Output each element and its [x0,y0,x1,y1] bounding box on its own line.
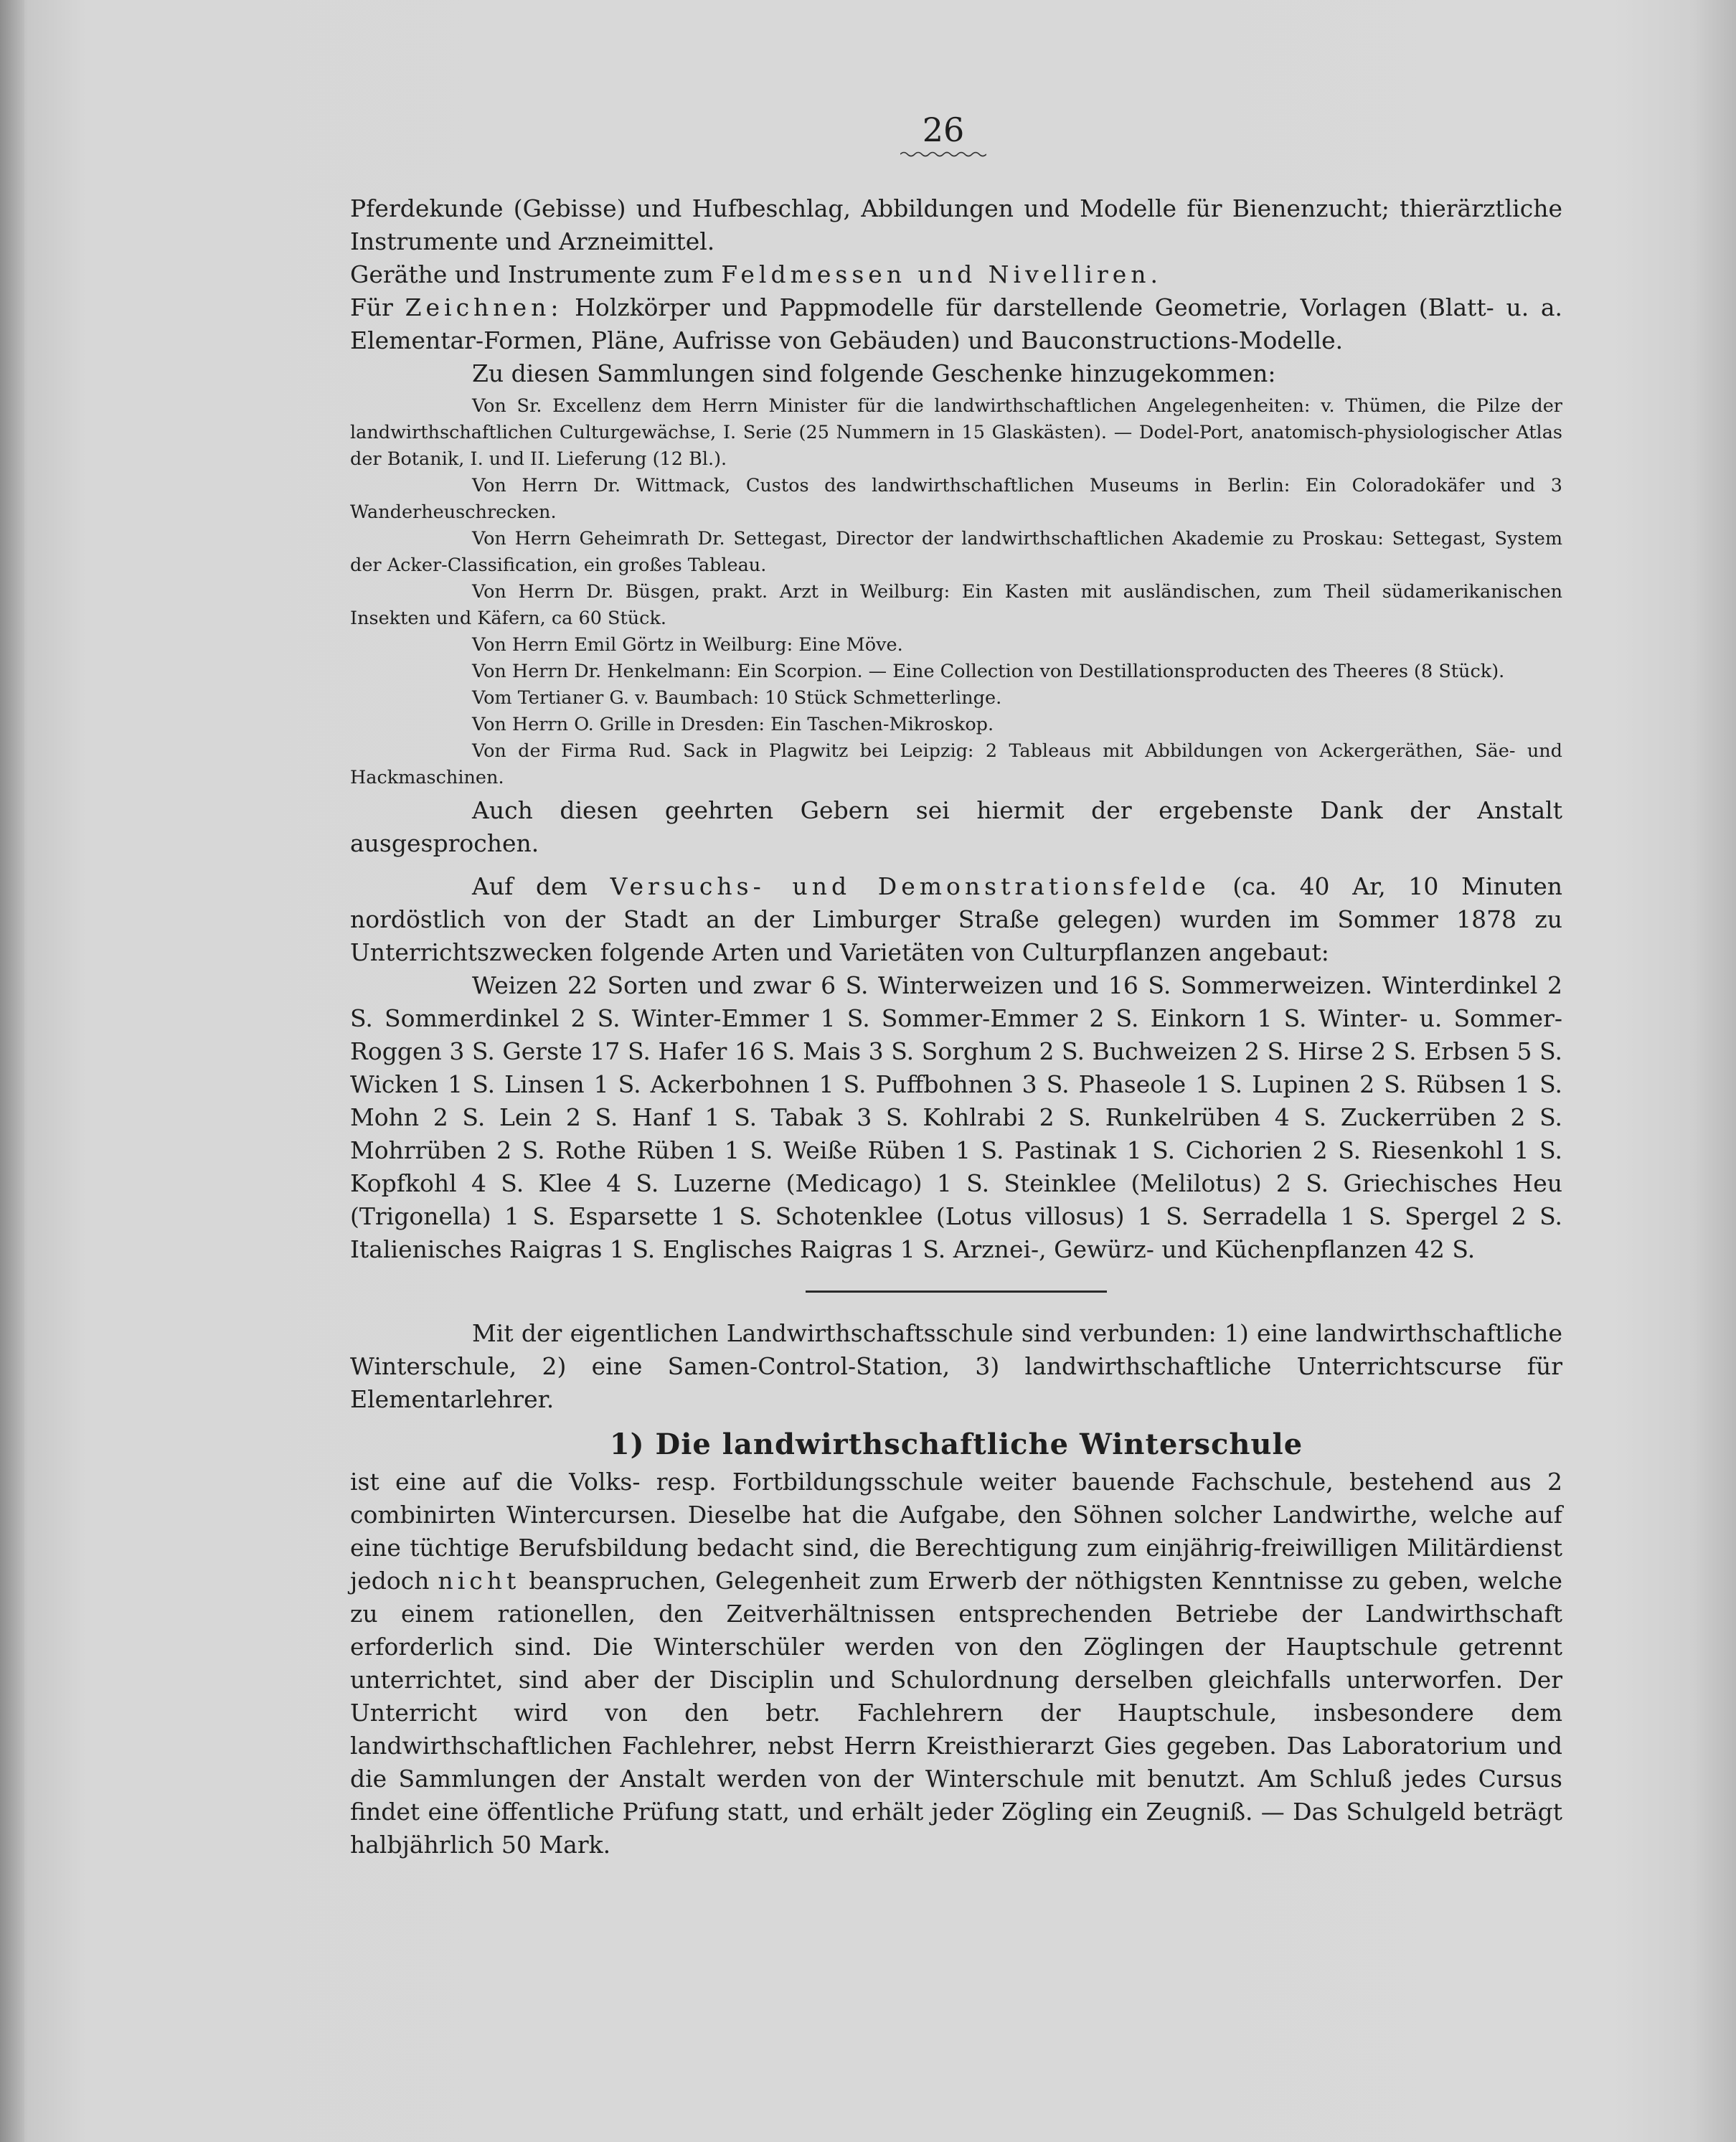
school-intro-paragraph: Mit der eigentlichen Landwirthschaftsschule sind verbunden: 1) eine landwirthschaftliche Winterschule, 2) eine Samen-Control-Station, 3) landwirthschaftliche Unterrichtscurse für Elementarlehrer. [350,1319,1562,1413]
section-heading: 1) Die landwirthschaftliche Winterschule [609,1428,1303,1461]
page-body [350,192,1562,1862]
page-number [0,110,1736,158]
donation-item: Von Herrn O. Grille in Dresden: Ein Taschen-Mikroskop. [472,714,994,735]
donation-item: Von Herrn Emil Görtz in Weilburg: Eine Möve. [472,634,903,656]
crops-paragraph: Weizen 22 Sorten und zwar 6 S. Winterweizen und 16 S. Sommerweizen. Winterdinkel 2 S. Sommerdinkel 2 S. Winter-Emmer 1 S. Sommer-Emmer 2 S. Einkorn 1 S. Winter- u. Sommer-Roggen 3 S. Gerste 17 S. Hafer 16 S. Mais 3 S. Sorghum 2 S. Buchweizen 2 S. Hirse 2 S. Erbsen 5 S. Wicken 1 S. Linsen 1 S. Ackerbohnen 1 S. Puffbohnen 3 S. Phaseole 1 S. Lupinen 2 S. Rübsen 1 S. Mohn 2 S. Lein 2 S. Hanf 1 S. Tabak 3 S. Kohlrabi 2 S. Runkelrüben 4 S. Zuckerrüben 2 S. Mohrrüben 2 S. Rothe Rüben 1 S. Weiße Rüben 1 S. Pastinak 1 S. Cichorien 2 S. Riesenkohl 1 S. Kopfkohl 4 S. Klee 4 S. Luzerne (Medicago) 1 S. Steinklee (Melilotus) 2 S. Griechisches Heu (Trigonella) 1 S. Esparsette 1 S. Schotenklee (Lotus villosus) 1 S. Serradella 1 S. Spergel 2 S. Italienisches Raigras 1 S. Englisches Raigras 1 S. Arznei-, Gewürz- und Küchenpflanzen 42 S. [350,971,1562,1263]
donations-list [350,393,1562,791]
thanks-paragraph: Auch diesen geehrten Gebern sei hiermit der ergebenste Dank der Anstalt ausgesprochen. [350,796,1562,857]
donation-item: Von der Firma Rud. Sack in Plagwitz bei Leipzig: 2 Tableaus mit Abbildungen von Ackergeräthen, Säe- und Hackmaschinen. [350,740,1562,788]
feldmessen-spaced: Feldmessen und Nivelliren. [721,260,1162,288]
section-divider [806,1291,1107,1293]
zeichnen-spaced: Zeichnen: [405,293,563,321]
donation-item: Von Sr. Excellenz dem Herrn Minister für die landwirthschaftlichen Angelegenheiten: v. Thümen, die Pilze der landwirthschaftlichen Culturgewächse, I. Serie (25 Nummern in 15 Glaskästen). — Dodel-Port, anatomisch-physiologischer Atlas der Botanik, I. und II. Lieferung (12 Bl.). [350,395,1562,470]
versuchsfeld-spaced: Versuchs- und Demonstrationsfelde [610,872,1210,900]
nicht-spaced: nicht [438,1567,521,1595]
page-number-ornament [900,151,986,158]
donation-item: Von Herrn Dr. Wittmack, Custos des landwirthschaftlichen Museums in Berlin: Ein Coloradokäfer und 3 Wanderheuschrecken. [350,475,1562,523]
collections-line-3: Für Zeichnen: Holzkörper und Pappmodelle für darstellende Geometrie, Vorlagen (Blatt- u. a. Elementar-Formen, Pläne, Aufrisse von Gebäuden) und Bauconstructions-Modelle. [350,293,1562,354]
donation-item: Von Herrn Geheimrath Dr. Settegast, Director der landwirthschaftlichen Akademie zu Proskau: Settegast, System der Acker-Classification, ein großes Tableau. [350,528,1562,576]
field-paragraph: Auf dem Versuchs- und Demonstrationsfelde (ca. 40 Ar, 10 Minuten nordöstlich von der Stadt an der Limburger Straße gelegen) wurden im Sommer 1878 zu Unterrichtszwecken folgende Arten und Varietäten von Culturpflanzen angebaut: [350,872,1562,966]
page-number-text: 26 [922,110,965,149]
donation-item: Von Herrn Dr. Henkelmann: Ein Scorpion. — Eine Collection von Destillationsproducten des Theeres (8 Stück). [472,661,1505,682]
collections-line-2: Geräthe und Instrumente zum Feldmessen und Nivelliren. [350,260,1162,288]
gifts-intro: Zu diesen Sammlungen sind folgende Geschenke hinzugekommen: [472,359,1276,387]
donation-item: Vom Tertianer G. v. Baumbach: 10 Stück Schmetterlinge. [472,687,1002,709]
winterschule-paragraph: ist eine auf die Volks- resp. Fortbildungsschule weiter bauende Fachschule, bestehend aus 2 combinirten Wintercursen. Dieselbe hat die Aufgabe, den Söhnen solcher Landwirthe, welche auf eine tüchtige Berufsbildung bedacht sind, die Berechtigung zum einjährig-freiwilligen Militärdienst jedoch nicht beanspruchen, Gelegenheit zum Erwerb der nöthigsten Kenntnisse zu geben, welche zu einem rationellen, den Zeitverhältnissen entsprechenden Betriebe der Landwirthschaft erforderlich sind. Die Winterschüler werden von den Zöglingen der Hauptschule getrennt unterrichtet, sind aber der Disciplin und Schulordnung derselben gleichfalls unterworfen. Der Unterricht wird von den betr. Fachlehrern der Hauptschule, insbesondere dem landwirthschaftlichen Fachlehrer, nebst Herrn Kreisthierarzt Gies gegeben. Das Laboratorium und die Sammlungen der Anstalt werden von der Winterschule mit benutzt. Am Schluß jedes Cursus findet eine öffentliche Prüfung statt, und erhält jeder Zögling ein Zeugniß. — Das Schulgeld beträgt halbjährlich 50 Mark. [350,1468,1562,1859]
collections-line-1: Pferdekunde (Gebisse) und Hufbeschlag, Abbildungen und Modelle für Bienenzucht; thierärztliche Instrumente und Arzneimittel. [350,194,1562,255]
donation-item: Von Herrn Dr. Büsgen, prakt. Arzt in Weilburg: Ein Kasten mit ausländischen, zum Theil südamerikanischen Insekten und Käfern, ca 60 Stück. [350,581,1562,629]
